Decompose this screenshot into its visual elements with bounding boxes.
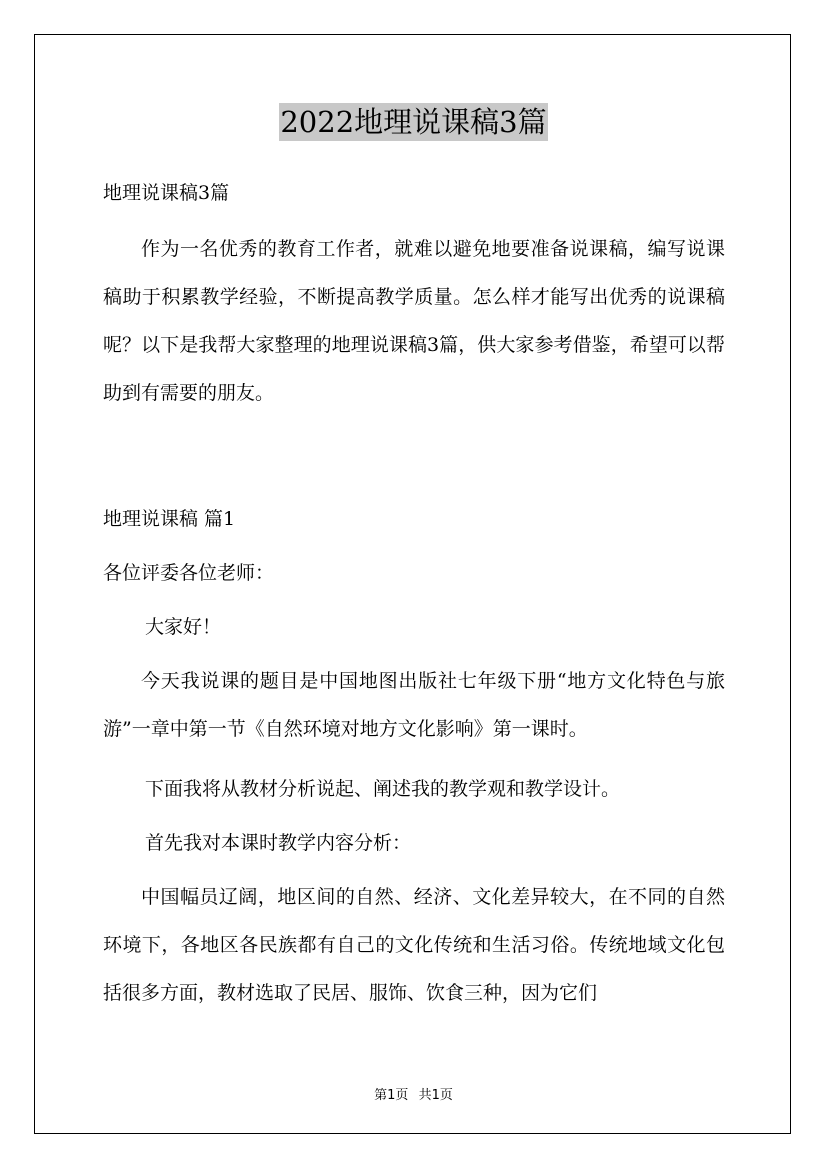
- document-subtitle: 地理说课稿3篇: [103, 182, 230, 204]
- paragraph-4: 中国幅员辽阔，地区间的自然、经济、文化差异较大，在不同的自然环境下，各地区各民族都有自己的文化传统和生活习俗。传统地域文化包括很多方面，教材选取了民居、服饰、饮食三种，因为它们: [103, 886, 725, 1004]
- page-total: 共1页: [418, 1088, 453, 1103]
- salutation: 各位评委各位老师：: [103, 562, 275, 584]
- page-footer: [0, 1084, 827, 1103]
- document-title: 2022地理说课稿3篇: [280, 105, 547, 139]
- page-number: 第1页: [374, 1088, 409, 1103]
- greeting: 大家好！: [145, 616, 222, 638]
- paragraph-2: 下面我将从教材分析说起、阐述我的教学观和教学设计。: [145, 778, 621, 800]
- paragraph-1: 今天我说课的题目是中国地图出版社七年级下册“地方文化特色与旅游”一章中第一节《自然环境对地方文化影响》第一课时。: [103, 670, 725, 740]
- section-heading: 地理说课稿 篇1: [103, 508, 236, 530]
- paragraph-3: 首先我对本课时教学内容分析：: [145, 832, 412, 854]
- document-title-wrap: [0, 103, 827, 141]
- intro-paragraph: 作为一名优秀的教育工作者，就难以避免地要准备说课稿，编写说课稿助于积累教学经验，不断提高教学质量。怎么样才能写出优秀的说课稿呢？以下是我帮大家整理的地理说课稿3篇，供大家参考借鉴，希望可以帮助到有需要的朋友。: [103, 238, 725, 404]
